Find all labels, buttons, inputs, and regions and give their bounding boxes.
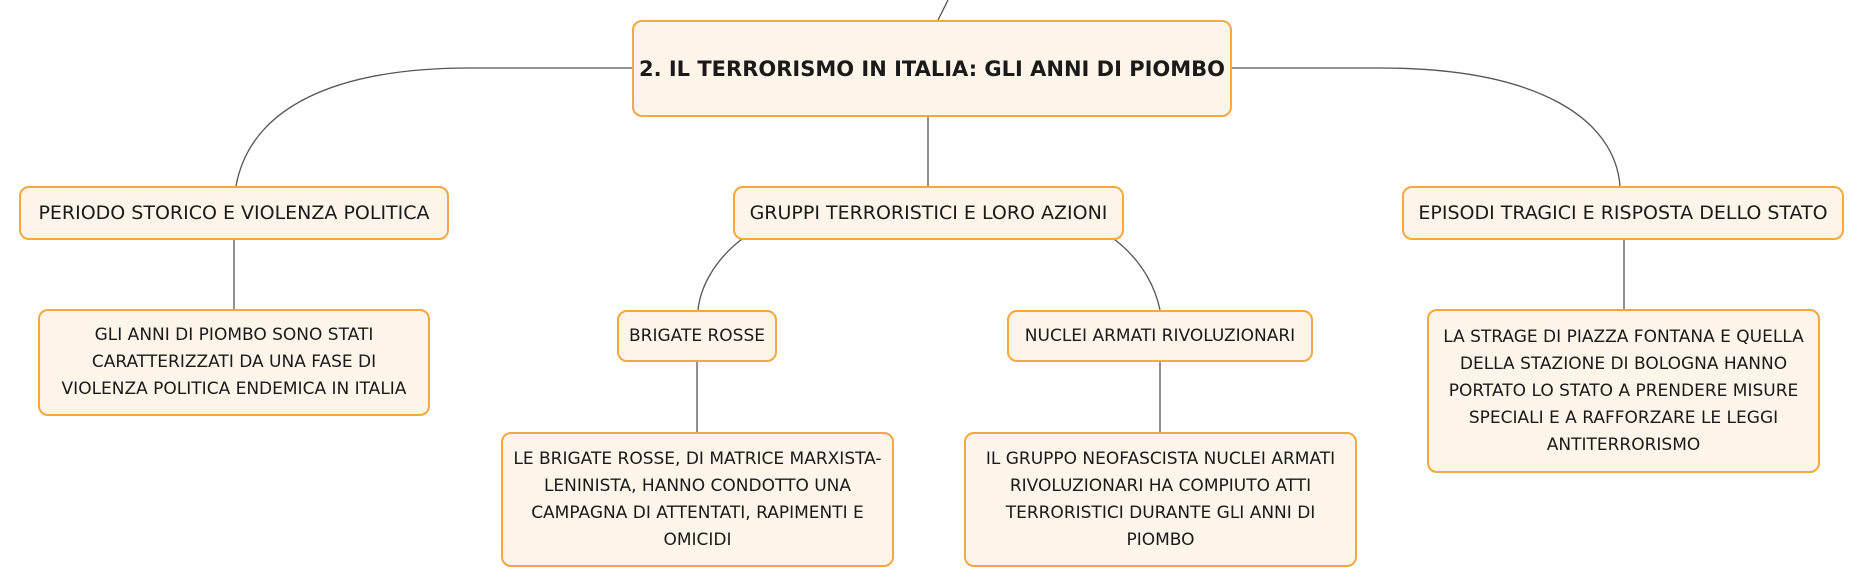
branch-periodo-storico-label: PERIODO STORICO E VIOLENZA POLITICA	[38, 202, 430, 224]
root-topic-label: 2. IL TERRORISMO IN ITALIA: GLI ANNI DI PIOMBO	[638, 56, 1226, 81]
link-root-left	[236, 68, 632, 186]
detail-episodi-tragici[interactable]	[1427, 309, 1820, 473]
detail-nuclei-armati[interactable]	[964, 432, 1357, 567]
detail-brigate-rosse[interactable]	[501, 432, 894, 567]
link-parent	[938, 0, 948, 20]
branch-gruppi-terroristici[interactable]	[733, 186, 1124, 240]
detail-periodo-storico-text: GLI ANNI DI PIOMBO SONO STATI CARATTERIZZATI DA UNA FASE DI VIOLENZA POLITICA ENDEMICA IN ITALIA	[61, 325, 407, 399]
root-topic[interactable]	[632, 20, 1232, 117]
group-nuclei-armati-label: NUCLEI ARMATI RIVOLUZIONARI	[1024, 326, 1296, 346]
branch-periodo-storico[interactable]	[19, 186, 449, 240]
branch-episodi-tragici[interactable]	[1402, 186, 1844, 240]
detail-nuclei-armati-text: IL GRUPPO NEOFASCISTA NUCLEI ARMATI RIVOLUZIONARI HA COMPIUTO ATTI TERRORISTICI DURANTE GLI ANNI DI PIOMBO	[985, 448, 1336, 550]
branch-gruppi-terroristici-label: GRUPPI TERRORISTICI E LORO AZIONI	[749, 202, 1108, 224]
link-center-brigate	[698, 239, 742, 310]
branch-episodi-tragici-label: EPISODI TRAGICI E RISPOSTA DELLO STATO	[1418, 202, 1828, 224]
group-brigate-rosse-label: BRIGATE ROSSE	[628, 326, 766, 346]
detail-periodo-storico[interactable]	[38, 309, 430, 416]
link-root-right	[1232, 68, 1620, 186]
group-nuclei-armati[interactable]	[1007, 310, 1313, 362]
detail-episodi-tragici-text: LA STRAGE DI PIAZZA FONTANA E QUELLA DELLA STAZIONE DI BOLOGNA HANNO PORTATO LO STATO A PRENDERE MISURE SPECIALI E A RAFFORZARE LE LEGGI ANTITERRORISMO	[1443, 326, 1804, 455]
link-center-nuclei	[1114, 239, 1160, 310]
group-brigate-rosse[interactable]	[617, 310, 777, 362]
detail-brigate-rosse-text: LE BRIGATE ROSSE, DI MATRICE MARXISTA-LENINISTA, HANNO CONDOTTO UNA CAMPAGNA DI ATTENTATI, RAPIMENTI E OMICIDI	[513, 448, 882, 550]
